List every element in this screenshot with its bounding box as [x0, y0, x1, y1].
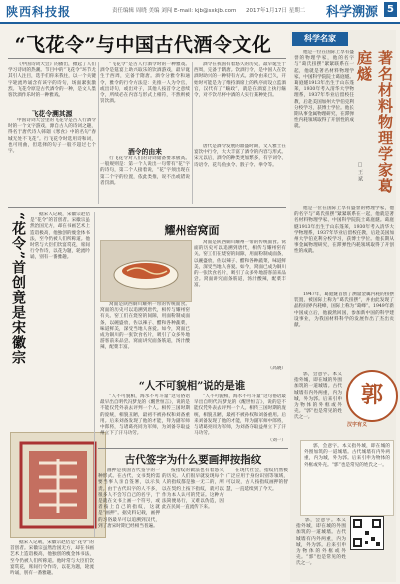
noodle-bowl-icon [101, 241, 191, 301]
guo-explanation-box [300, 440, 394, 516]
main-article-col1: 《中国诗词大会》的播出，掀起了人们学习诗词的热潮。节目中的“飞花令”环节尤其引人注目，选手们你来我往，以一个关键字轮流吟诵含有该字的诗句，场面紧张激烈。飞花令原是古代酒令的一种，是文人墨客饮酒作乐时的一种雅戏。 [8, 62, 96, 99]
main-headline: “飞花令”与中国古代酒令文化 [14, 34, 272, 56]
bumaoxiang-text-1: “人不可貌相，海水不可斗量”这句俗语最早出自明代冯梦龙的《醒世恒言》，说的是不能仅凭外表去评判一个人。相传三国时期的庞统，相貌丑陋，最初不被孙权和刘备重用。后来刘备发现了他的才能，拜为副军师中郎将，与诸葛亮同为军师，为刘备夺取益州立下了汗马功劳。 [100, 394, 190, 437]
main-article-col1b: 中国诗词大会里的飞花令是古人行酒令时的一个文字游戏，源自古人的诗词之趣，得名于唐代诗人韩翃《寒食》中的名句“春城无处不飞花”。行飞花令时选用诗和词，也可用曲，但选择的句子一般不超过七个字。 [8, 118, 96, 155]
column-separator [98, 62, 99, 204]
guo-character: 郭 [360, 382, 383, 408]
huaya-text-3: 在现代社会，指纹仍然被广泛应用于身份识别等领域，可以说，古人按指纹画押的智慧，一直延续到了今天。 [226, 468, 288, 492]
hualing-article-text: 据宋人记载，宋徽宗赵佶是“花令”的首创者。宋徽宗虽然治国无方，却在书画艺术上造诣极高，他独创的瘦金体书法，至今仍被人们所称道。他时常与大臣们饮宴赏花，席间行令作诗，以花为题，轮流吟诵，别有一番雅趣。 [30, 212, 90, 261]
qr-pattern [351, 517, 383, 549]
wuomian-headline: 耀州窑窝面 [164, 224, 220, 237]
main-subheading-1: 飞花令溯其源 [31, 110, 73, 118]
huaya-text-1: 画押是我国古代签字的一种形式。在古代，文书契约需要当事人亲自签署，以示负责。由于古代识字的人不多，很多人不会写自己的名字，于是就在文书上画一个符号，或者按上自己的指纹，这就是“画押”。据史料记载，画押的习俗最早可以追溯到汉代，到了唐宋时期已经相当普遍。 [98, 468, 160, 529]
wuomian-article-text: 窝面是陕西铜川耀州一带的传统面食。窝面的历史可以追溯到唐代，相传与耀州窑有关。窑工们在烧窑的间隙，用面粉制成面条，以碗盛放，佐以辣子、醋和各种蔬菜，味道鲜美，深受当地人喜爱。如今，窝面已成为铜川的一张饮食名片，吸引了众多外地游客前来品尝。窝面讲究面条筋道，汤汁酸辣，配菜丰富。 [100, 302, 190, 351]
section-divider [98, 448, 288, 449]
guo-badge-tag: 汉字有义 [347, 422, 368, 428]
header-editor-info: 责任编辑 周晓 美编 刘闯 E-mail: kjb@sxkjb.com [112, 8, 237, 14]
wuomian-byline: （高晓） [267, 366, 286, 371]
main-article-col2: “飞花令”是古人行酒令时的一种雅戏。酒令是筵宴上助兴取乐的饮酒游戏，最早诞生于西周，完备于隋唐。酒令分雅令和通令，雅令的行令方法是：先推一人为令官，或出诗句，或出对子，其他人按首令之意续令，所续必在内容与形式上相符，不然则被罚饮酒。 [100, 62, 190, 105]
page-number: 5 [384, 2, 397, 17]
section-title: 科学溯源 [326, 5, 379, 20]
wuomian-article-text-2: 窝面是陕西铜川耀州一带的传统面食。窝面的历史可以追溯到唐代，相传与耀州窑有关。窑工们在烧窑的间隙，用面粉制成面条，以碗盛放，佐以辣子、醋和各种蔬菜，味道鲜美，深受当地人喜爱。如今，窝面已成为铜川的一张饮食名片，吸引了众多外地游客前来品尝。窝面讲究面条筋道，汤汁酸辣，配菜丰富。 [194, 240, 286, 289]
scientist-text-2: 他是一位在国际上享有盛誉的物理学家，他的名字与“葛氏扭摆”紧紧联系在一起，他就是著名材料物理学家、中国科学院院士葛庭燧。葛庭燧1913年出生于山东蓬莱，1930年考入清华大学物理系，1937年毕业后留校任教，后赴美国加州大学伯克利分校学习，获博士学位。他长期从事金属物理研究，在滞弹性内耗领域取得了开创性的成就。 [294, 206, 394, 255]
bottom-left-text: 据宋人记载，宋徽宗赵佶是“花令”的首创者。宋徽宗虽然治国无方，却在书画艺术上造诣极高，他独创的瘦金体书法，至今仍被人们所称道。他时常与大臣们饮宴赏花，席间行令作诗，以花为题，轮流吟诵，别有一番雅趣。 [10, 540, 94, 577]
main-article-col3: 酒令在我国有着悠久的历史，最早诞生于西周，完备于隋唐。饮酒行令，是中国人在饮酒时助兴的一种特有方式。酒令由来已久，开始时可能是为了维持酒席上的秩序而设立监酒官，汉代有了“觞政”，就是在酒宴上执行觞令，对不饮尽杯中酒的人实行某种处罚。 [194, 62, 286, 99]
guo-bottom-text: 郭，会意字。本义指外城，即在城的外围加筑的一道城墙。古代城墙有内外两重，内为城，外为郭。后来引申为物体的外框或外壳。“郭”也是常见的姓氏之一。 [296, 518, 346, 567]
column-separator [94, 212, 95, 537]
bumaoxiang-headline: “人不可貌相”说的是谁 [138, 380, 246, 392]
hualing-headline: “花令”首创竟是宋徽宗 [10, 212, 26, 366]
scientist-text-1: 他是一位在国际上享有盛誉的物理学家，他的名字与“葛氏扭摆”紧紧联系在一起，他就是著名材料物理学家、中国科学院院士葛庭燧。葛庭燧1913年出生于山东蓬莱，1930年考入清华大学物理系，1937年毕业后留校任教，后赴美国加州大学伯克利分校学习，获博士学位。他长期从事金属物理研究，在滞弹性内耗领域取得了开创性的成就。 [294, 50, 354, 130]
section-divider [8, 207, 286, 208]
main-article-col2b: 行飞花令对人们的诗词储备要求极高。一般规则是：第一个人说出一句带有“花”字的诗句，第二个人接着说，“花”字须出现在第二个字的位置，依此类推，说不出或错说者罚酒。 [100, 156, 190, 186]
main-article-col3b: 唐代是酒令发展的鼎盛时期，文人雅士在宴饮中行令，大大丰富了酒令的内容与形式。宋元以后，酒令的种类更加繁多，有字词令、诗语令、花鸟鱼虫令、骰子令、拳令等。 [194, 144, 286, 168]
huaya-text-2: 按指纹的做法也有着悠久的历史。人们很早就发现每个人的指纹都是独一无二的，所以在契约上按下指纹，就可以作为本人认可的凭证。这种方法简便易行，又难以伪造，因此在民间一直流传下来。 [162, 468, 224, 511]
bumaoxiang-text-2: “人不可貌相，海水不可斗量”这句俗语最早出自明代冯梦龙的《醒世恒言》，说的是不能仅凭外表去评判一个人。相传三国时期的庞统，相貌丑陋，最初不被孙权和刘备重用。后来刘备发现了他的才能，拜为副军师中郎将，与诸葛亮同为军师，为刘备夺取益州立下了汗马功劳。 [194, 394, 286, 437]
bumaoxiang-byline: （刘一） [267, 438, 286, 443]
seal-stamp-icon [11, 433, 105, 537]
huaya-headline: 古代签字为什么要画押按指纹 [124, 454, 262, 466]
wuomian-photo [100, 240, 192, 302]
guo-intro-text: 郭，会意字。本义指外城，即在城的外围加筑的一道城墙。古代城墙有内外两重，内为城，外为郭。后来引申为物体的外框或外壳。“郭”也是常见的姓氏之一。 [294, 372, 342, 421]
headline-divider [8, 58, 286, 59]
guo-explanation-text: 郭，会意字。本义指外城，即在城的外围加筑的一道城墙。古代城墙有内外两重，内为城，外为郭。后来引申为物体的外框或外壳。“郭”也是常见的姓氏之一。 [304, 444, 390, 468]
main-subheading-2: 酒令的由来 [128, 148, 162, 156]
newspaper-brand: 陕西科技报 [6, 5, 72, 19]
scientist-byline: □ 王 斌 [357, 162, 363, 182]
header-date: 2017年1月17日 星期二 [246, 8, 306, 14]
qr-code-icon [350, 516, 384, 550]
sidebar-section-label: 科学名家 [292, 32, 348, 46]
seal-stamp-image [10, 432, 106, 538]
scientist-text-3: 1947年，葛庭燧首创了测量金属内耗的扭摆装置，被国际上称为“葛氏扭摆”，并由此发现了晶粒间界内耗峰，国际上称为“葛峰”。1949年新中国成立后，他毅然回国，参加新中国的科学建设事业，为我国材料科学的发展作出了杰出贡献。 [294, 292, 394, 329]
column-separator [192, 62, 193, 204]
scientist-headline: 著名材料物理学家葛庭燧 [355, 50, 394, 194]
